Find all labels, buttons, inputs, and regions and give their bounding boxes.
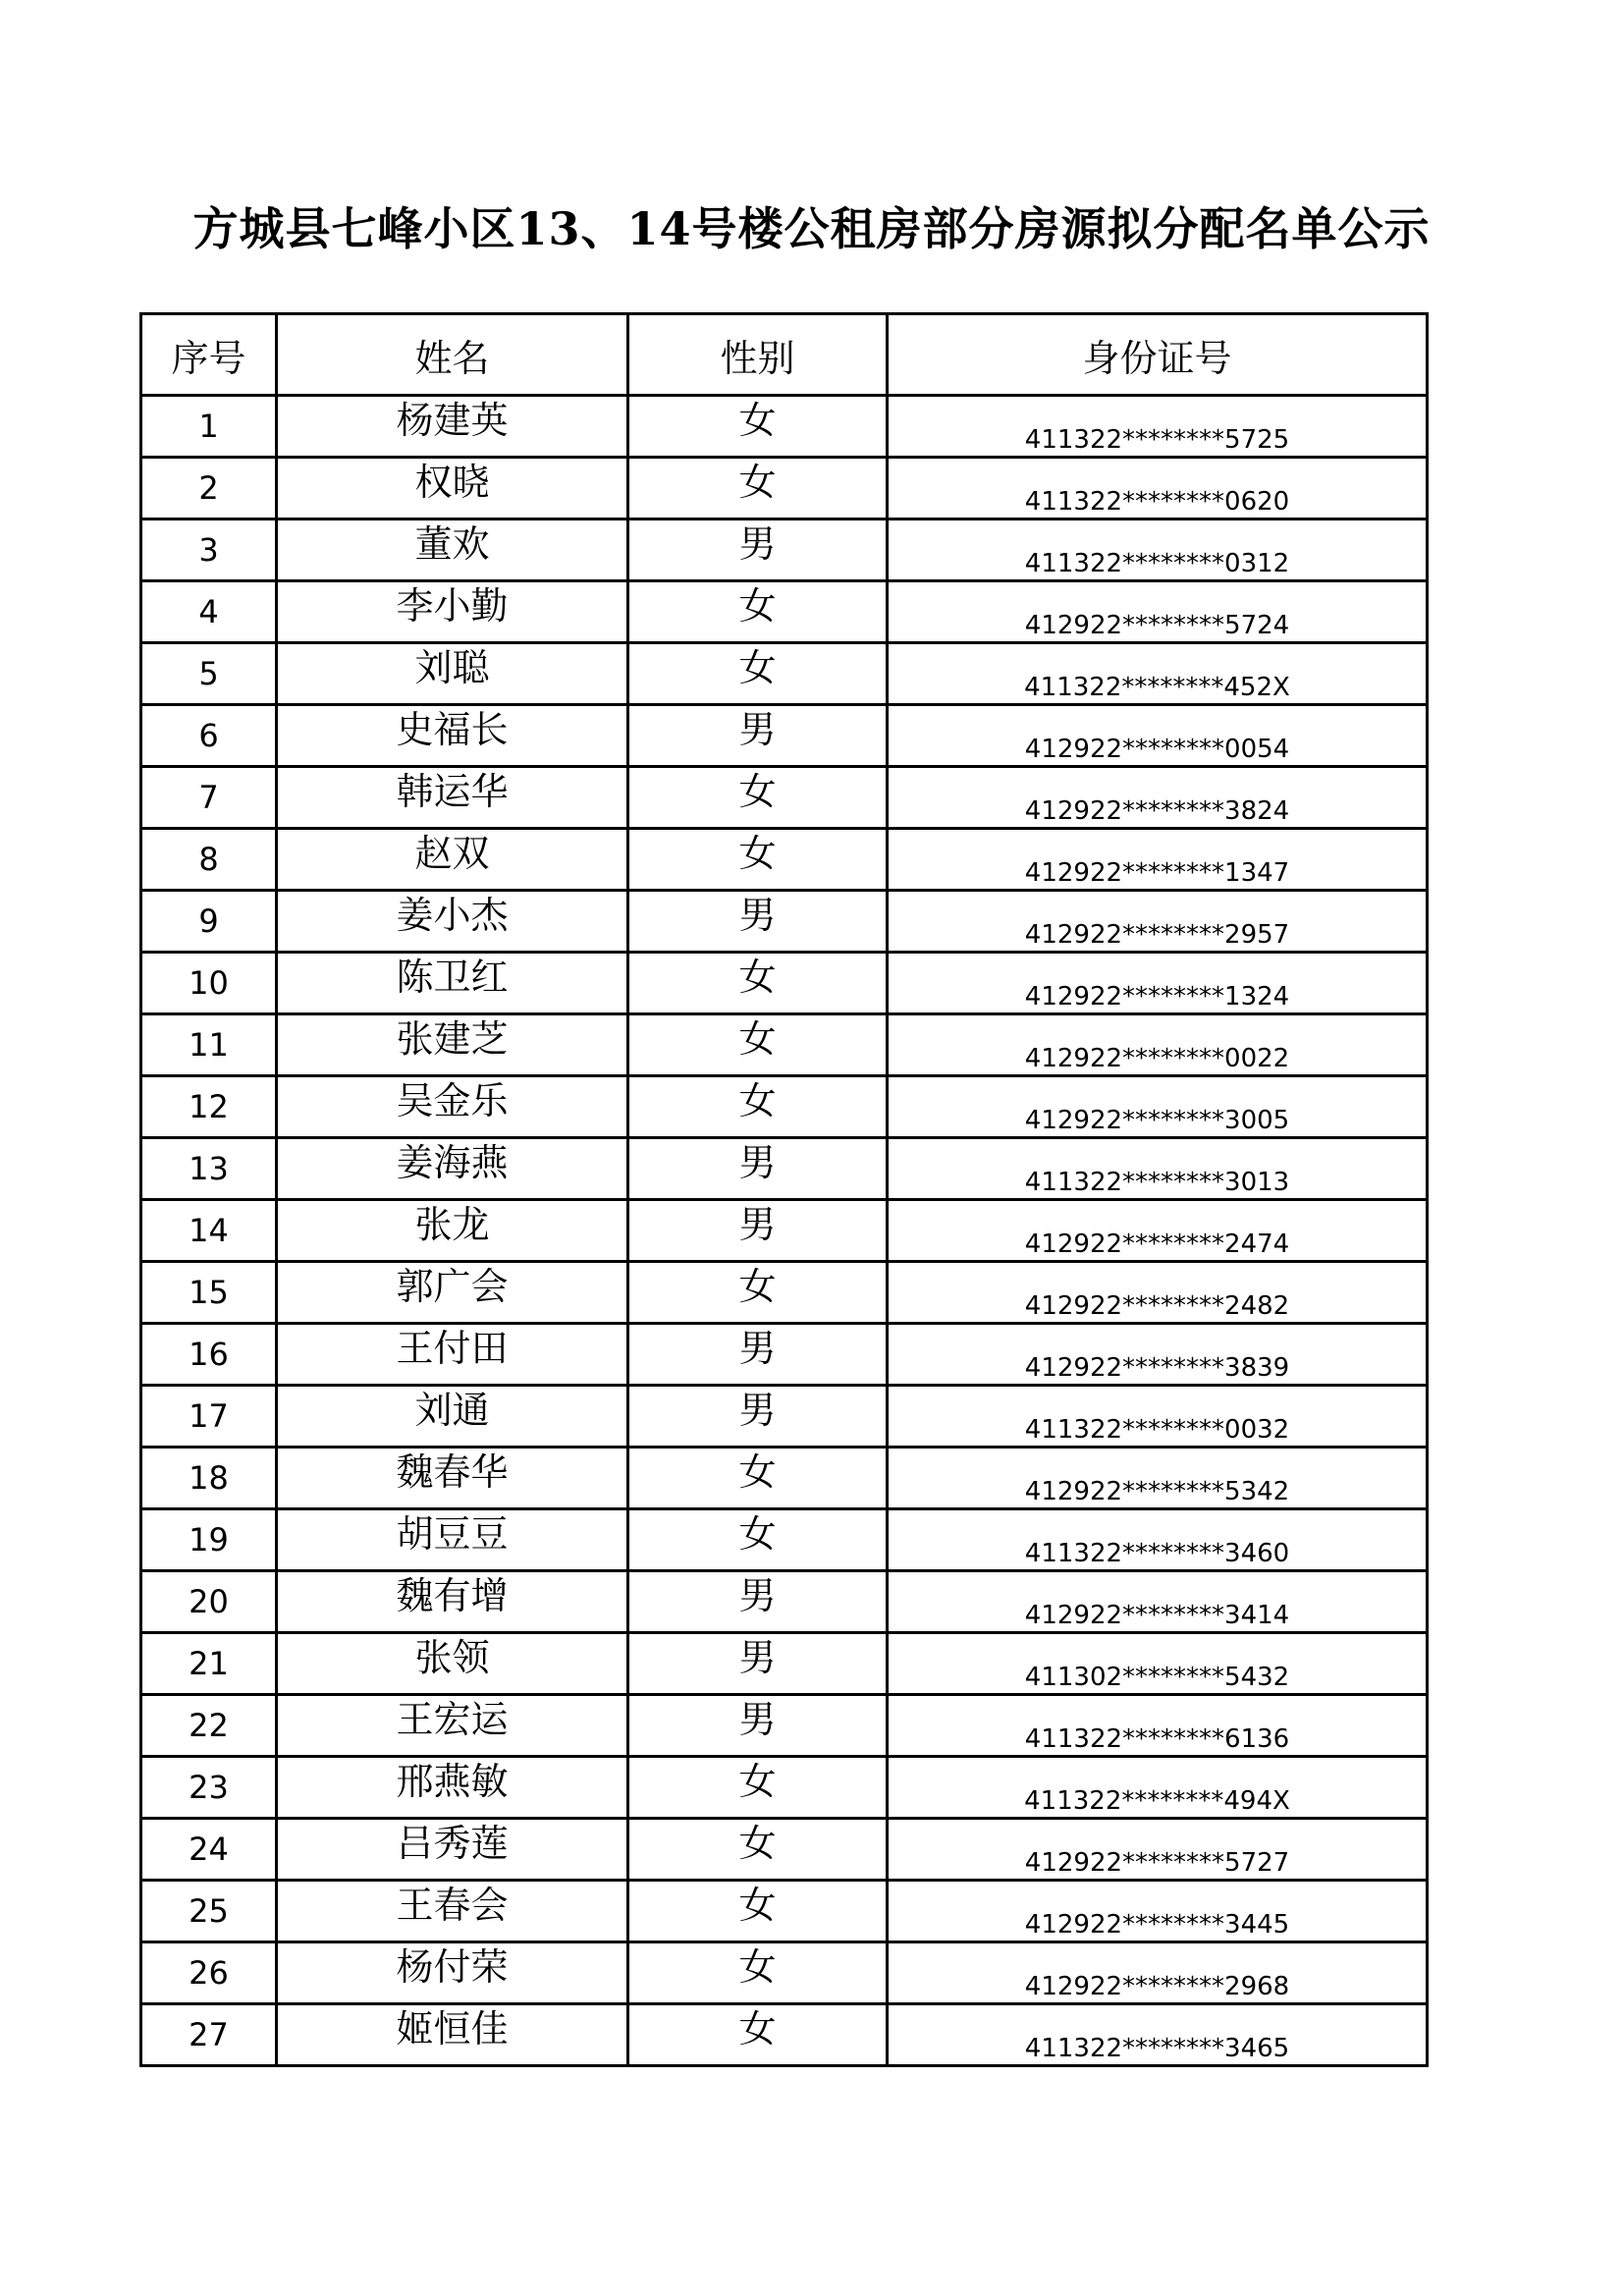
- table-row: [141, 1262, 1428, 1324]
- name-cell: 胡豆豆: [277, 1509, 628, 1571]
- gender-cell: 男: [628, 519, 888, 581]
- table-row: [141, 1633, 1428, 1695]
- serial-number-cell: 17: [141, 1386, 277, 1448]
- gender-cell: 女: [628, 1448, 888, 1509]
- allocation-table: [139, 312, 1429, 2067]
- name-cell: 郭广会: [277, 1262, 628, 1324]
- id-number-cell: 411322********3013: [888, 1138, 1428, 1200]
- serial-number-cell: 7: [141, 767, 277, 829]
- table-row: [141, 1757, 1428, 1819]
- id-number-cell: 411322********452X: [888, 643, 1428, 705]
- header-name: 姓名: [277, 314, 628, 396]
- gender-cell: 男: [628, 1200, 888, 1262]
- gender-cell: 男: [628, 1138, 888, 1200]
- table-row: [141, 767, 1428, 829]
- table-row: [141, 705, 1428, 767]
- serial-number-cell: 24: [141, 1819, 277, 1881]
- name-cell: 权晓: [277, 458, 628, 519]
- name-cell: 董欢: [277, 519, 628, 581]
- id-number-cell: 412922********3839: [888, 1324, 1428, 1386]
- table-header: [141, 314, 1428, 396]
- name-cell: 王春会: [277, 1881, 628, 1942]
- id-number-cell: 412922********5724: [888, 581, 1428, 643]
- id-number-cell: 411322********5725: [888, 396, 1428, 458]
- header-serial-number: 序号: [141, 314, 277, 396]
- serial-number-cell: 14: [141, 1200, 277, 1262]
- id-number-cell: 411322********0620: [888, 458, 1428, 519]
- serial-number-cell: 18: [141, 1448, 277, 1509]
- table-row: [141, 1695, 1428, 1757]
- id-number-cell: 412922********5727: [888, 1819, 1428, 1881]
- gender-cell: 女: [628, 581, 888, 643]
- serial-number-cell: 23: [141, 1757, 277, 1819]
- serial-number-cell: 15: [141, 1262, 277, 1324]
- gender-cell: 女: [628, 1942, 888, 2004]
- table-row: [141, 891, 1428, 953]
- gender-cell: 女: [628, 829, 888, 891]
- name-cell: 陈卫红: [277, 953, 628, 1014]
- gender-cell: 男: [628, 1324, 888, 1386]
- gender-cell: 女: [628, 1509, 888, 1571]
- id-number-cell: 412922********2474: [888, 1200, 1428, 1262]
- gender-cell: 女: [628, 2004, 888, 2066]
- serial-number-cell: 21: [141, 1633, 277, 1695]
- table-row: [141, 581, 1428, 643]
- table-row: [141, 1386, 1428, 1448]
- name-cell: 刘通: [277, 1386, 628, 1448]
- serial-number-cell: 6: [141, 705, 277, 767]
- gender-cell: 女: [628, 767, 888, 829]
- page-title: 方城县七峰小区13、14号楼公租房部分房源拟分配名单公示: [192, 202, 1431, 255]
- table-row: [141, 643, 1428, 705]
- table-row: [141, 1200, 1428, 1262]
- serial-number-cell: 1: [141, 396, 277, 458]
- id-number-cell: 412922********3005: [888, 1076, 1428, 1138]
- gender-cell: 男: [628, 1571, 888, 1633]
- id-number-cell: 412922********3414: [888, 1571, 1428, 1633]
- id-number-cell: 412922********5342: [888, 1448, 1428, 1509]
- serial-number-cell: 13: [141, 1138, 277, 1200]
- table-row: [141, 1881, 1428, 1942]
- serial-number-cell: 5: [141, 643, 277, 705]
- id-number-cell: 412922********0054: [888, 705, 1428, 767]
- table-row: [141, 1076, 1428, 1138]
- name-cell: 魏春华: [277, 1448, 628, 1509]
- table-row: [141, 829, 1428, 891]
- header-gender: 性别: [628, 314, 888, 396]
- table-body: [141, 396, 1428, 2066]
- name-cell: 吴金乐: [277, 1076, 628, 1138]
- name-cell: 姜海燕: [277, 1138, 628, 1200]
- name-cell: 张龙: [277, 1200, 628, 1262]
- table-row: [141, 2004, 1428, 2066]
- gender-cell: 男: [628, 705, 888, 767]
- id-number-cell: 411322********3460: [888, 1509, 1428, 1571]
- id-number-cell: 412922********2968: [888, 1942, 1428, 2004]
- gender-cell: 女: [628, 1076, 888, 1138]
- name-cell: 李小勤: [277, 581, 628, 643]
- name-cell: 王付田: [277, 1324, 628, 1386]
- serial-number-cell: 4: [141, 581, 277, 643]
- serial-number-cell: 3: [141, 519, 277, 581]
- name-cell: 姜小杰: [277, 891, 628, 953]
- header-id-number: 身份证号: [888, 314, 1428, 396]
- table-row: [141, 396, 1428, 458]
- gender-cell: 男: [628, 891, 888, 953]
- serial-number-cell: 26: [141, 1942, 277, 2004]
- id-number-cell: 411322********0032: [888, 1386, 1428, 1448]
- name-cell: 刘聪: [277, 643, 628, 705]
- table-row: [141, 519, 1428, 581]
- id-number-cell: 412922********3824: [888, 767, 1428, 829]
- name-cell: 韩运华: [277, 767, 628, 829]
- name-cell: 吕秀莲: [277, 1819, 628, 1881]
- serial-number-cell: 11: [141, 1014, 277, 1076]
- serial-number-cell: 25: [141, 1881, 277, 1942]
- gender-cell: 女: [628, 643, 888, 705]
- serial-number-cell: 10: [141, 953, 277, 1014]
- id-number-cell: 412922********2957: [888, 891, 1428, 953]
- name-cell: 史福长: [277, 705, 628, 767]
- table-row: [141, 1509, 1428, 1571]
- table-row: [141, 1942, 1428, 2004]
- gender-cell: 女: [628, 1014, 888, 1076]
- serial-number-cell: 19: [141, 1509, 277, 1571]
- gender-cell: 男: [628, 1386, 888, 1448]
- id-number-cell: 411302********5432: [888, 1633, 1428, 1695]
- header-row: [141, 314, 1428, 396]
- serial-number-cell: 22: [141, 1695, 277, 1757]
- gender-cell: 女: [628, 396, 888, 458]
- id-number-cell: 412922********0022: [888, 1014, 1428, 1076]
- id-number-cell: 411322********3465: [888, 2004, 1428, 2066]
- id-number-cell: 412922********2482: [888, 1262, 1428, 1324]
- id-number-cell: 411322********6136: [888, 1695, 1428, 1757]
- gender-cell: 女: [628, 1262, 888, 1324]
- table-row: [141, 1571, 1428, 1633]
- id-number-cell: 412922********3445: [888, 1881, 1428, 1942]
- name-cell: 张领: [277, 1633, 628, 1695]
- gender-cell: 女: [628, 953, 888, 1014]
- gender-cell: 男: [628, 1633, 888, 1695]
- table-row: [141, 1138, 1428, 1200]
- serial-number-cell: 8: [141, 829, 277, 891]
- gender-cell: 女: [628, 1881, 888, 1942]
- serial-number-cell: 12: [141, 1076, 277, 1138]
- name-cell: 赵双: [277, 829, 628, 891]
- gender-cell: 女: [628, 1757, 888, 1819]
- name-cell: 王宏运: [277, 1695, 628, 1757]
- id-number-cell: 412922********1347: [888, 829, 1428, 891]
- name-cell: 杨付荣: [277, 1942, 628, 2004]
- table-row: [141, 1324, 1428, 1386]
- name-cell: 张建芝: [277, 1014, 628, 1076]
- name-cell: 邢燕敏: [277, 1757, 628, 1819]
- gender-cell: 女: [628, 458, 888, 519]
- id-number-cell: 411322********0312: [888, 519, 1428, 581]
- name-cell: 姬恒佳: [277, 2004, 628, 2066]
- table-row: [141, 1819, 1428, 1881]
- table-row: [141, 1014, 1428, 1076]
- table-row: [141, 953, 1428, 1014]
- table-row: [141, 458, 1428, 519]
- serial-number-cell: 20: [141, 1571, 277, 1633]
- name-cell: 杨建英: [277, 396, 628, 458]
- id-number-cell: 411322********494X: [888, 1757, 1428, 1819]
- gender-cell: 女: [628, 1819, 888, 1881]
- gender-cell: 男: [628, 1695, 888, 1757]
- name-cell: 魏有增: [277, 1571, 628, 1633]
- serial-number-cell: 27: [141, 2004, 277, 2066]
- serial-number-cell: 16: [141, 1324, 277, 1386]
- serial-number-cell: 9: [141, 891, 277, 953]
- table-row: [141, 1448, 1428, 1509]
- id-number-cell: 412922********1324: [888, 953, 1428, 1014]
- serial-number-cell: 2: [141, 458, 277, 519]
